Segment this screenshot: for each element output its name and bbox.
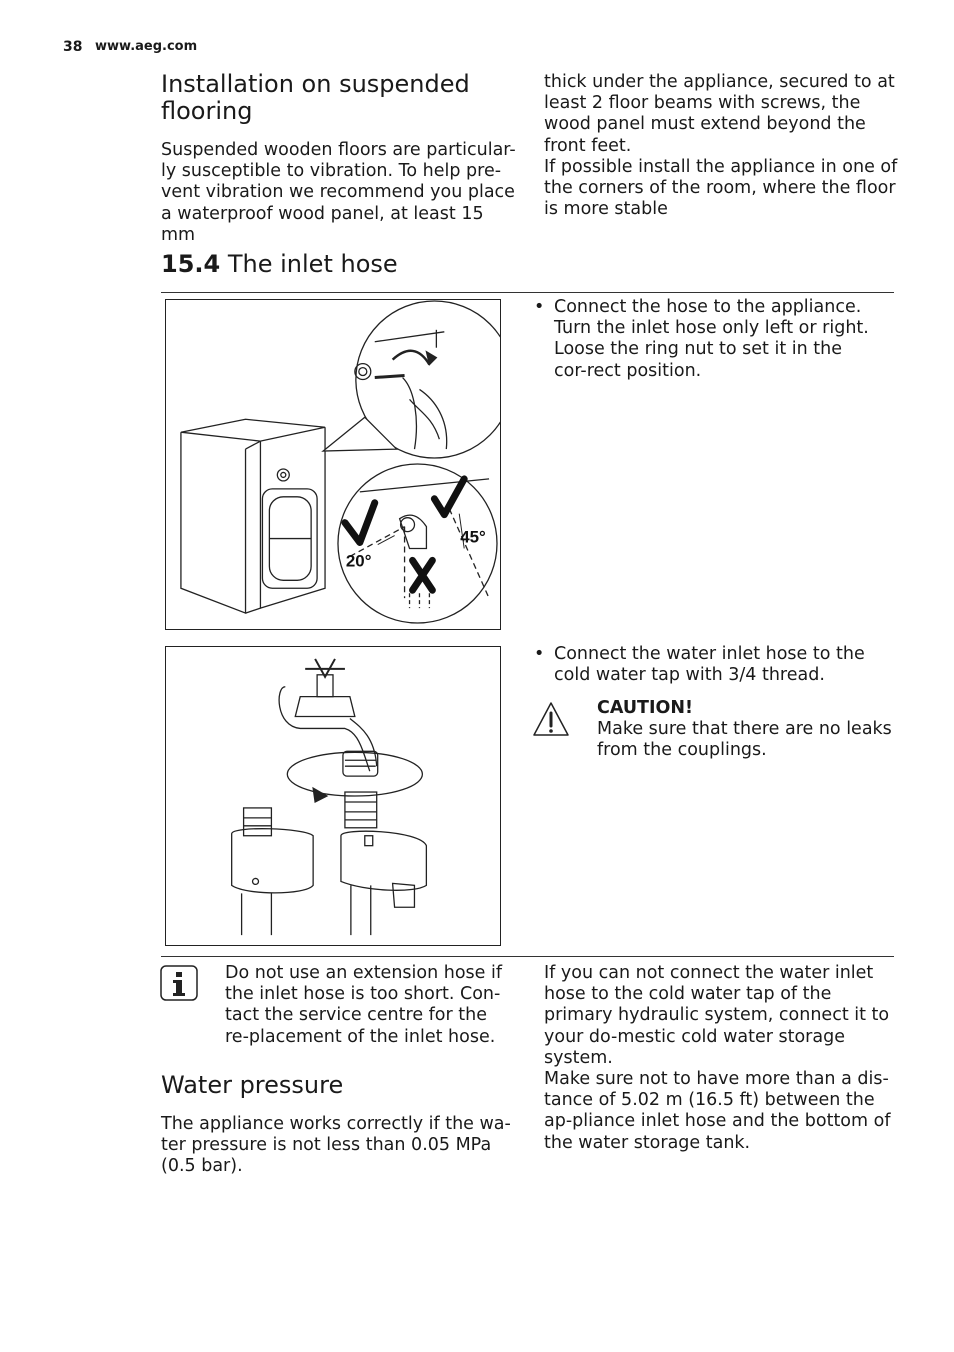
suspended-flooring-text-col1: Suspended wooden floors are particular-ly susceptible to vibration. To help pre-vent vibration we recommend you place a waterproof wood panel, at least 15 mm bbox=[161, 140, 516, 245]
hose-connection-figure bbox=[165, 299, 501, 630]
water-pressure-title: Water pressure bbox=[161, 1071, 344, 1099]
warning-triangle-icon bbox=[532, 700, 570, 738]
angle-45-label: 45° bbox=[460, 527, 486, 547]
page-number: 38 bbox=[63, 39, 83, 55]
step2-text: Connect the water inlet hose to the cold water tap with 3/4 thread. bbox=[554, 644, 865, 686]
section-title: The inlet hose bbox=[227, 250, 398, 278]
step1-bullet bbox=[534, 297, 879, 382]
info-icon bbox=[160, 965, 198, 1001]
bullet-dot: • bbox=[534, 644, 545, 664]
caution-title: CAUTION! bbox=[597, 698, 694, 718]
step1-text: Connect the hose to the appliance. Turn the inlet hose only left or right. Loose the ring nut to set it in the cor-rect position. bbox=[554, 297, 869, 381]
section-number: 15.4 bbox=[161, 250, 221, 278]
bullet-dot: • bbox=[534, 297, 545, 317]
storage-para-2: Make sure not to have more than a dis-tance of 5.02 m (16.5 ft) between the ap-pliance inlet hose and the bottom of the water storage tank. bbox=[544, 1069, 891, 1153]
cross-icon bbox=[413, 560, 433, 590]
tap-connection-figure bbox=[165, 646, 501, 946]
suspended-flooring-title: Installation on suspended flooring bbox=[161, 70, 470, 125]
section-bottom-rule bbox=[161, 956, 894, 957]
caution-text: Make sure that there are no leaks from the couplings. bbox=[597, 719, 892, 761]
tap-connection-illustration bbox=[166, 647, 500, 945]
suspended-flooring-text-col2 bbox=[544, 72, 899, 220]
website-url: www.aeg.com bbox=[95, 39, 198, 54]
storage-para-1: If you can not connect the water inlet hose to the cold water tap of the primary hydraulic system, connect it to your do-mestic cold water storage system. bbox=[544, 963, 890, 1068]
step2-bullet bbox=[534, 644, 879, 686]
section-heading bbox=[161, 250, 398, 278]
angle-20-label: 20° bbox=[345, 551, 372, 571]
hose-connection-illustration bbox=[166, 300, 500, 629]
info-text: Do not use an extension hose if the inlet hose is too short. Con-tact the service centre for the re-placement of the inlet hose. bbox=[225, 963, 503, 1047]
caution-box bbox=[597, 698, 897, 762]
storage-system-text bbox=[544, 963, 899, 1154]
water-pressure-text: The appliance works correctly if the wa-ter pressure is not less than 0.05 MPa (0.5 bar). bbox=[161, 1114, 511, 1177]
suspended-flooring-para-b: If possible install the appliance in one of the corners of the room, where the floor is more stable bbox=[544, 156, 898, 220]
section-rule bbox=[161, 292, 894, 293]
check-20-icon bbox=[345, 503, 375, 543]
suspended-flooring-para-a: thick under the appliance, secured to at least 2 floor beams with screws, the wood panel must extend beyond the front feet. bbox=[544, 72, 895, 156]
